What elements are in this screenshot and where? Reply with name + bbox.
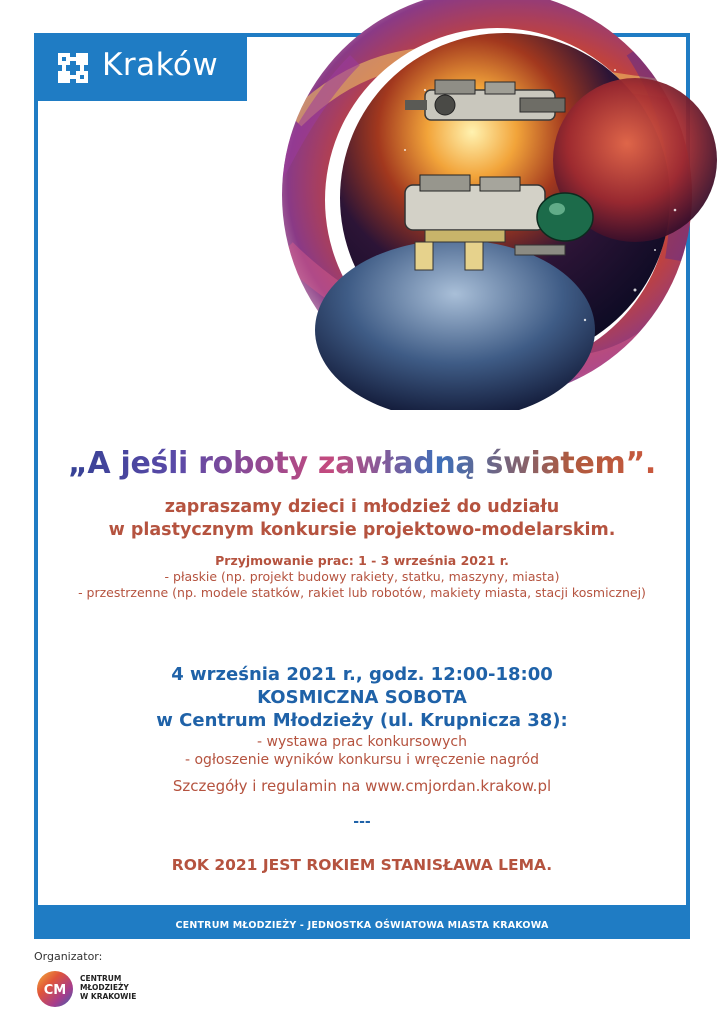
lem-year-notice: ROK 2021 JEST ROKIEM STANISŁAWA LEMA. [171,856,553,874]
krakow-brand-box [34,33,247,101]
centrum-mlodziezy-logo-icon [36,970,74,1008]
footer-bar: CENTRUM MŁODZIEŻY - JEDNOSTKA OŚWIATOWA MIASTA KRAKOWA [175,920,549,931]
event-item-exhibition: - wystawa prac konkursowych [257,734,467,750]
invitation-line-2: w plastycznym konkursie projektowo-modelarskim. [108,520,616,540]
event-date: 4 września 2021 r., godz. 12:00-18:00 [171,664,553,685]
krakow-brand-name: Kraków [102,47,219,83]
space-robots-illustration [255,0,724,410]
separator: --- [353,814,371,830]
krakow-logo-icon [56,51,90,85]
organizer-name-line-3: W KRAKOWIE [80,992,137,1001]
organizer-name-line-2: MŁODZIEŻY [80,983,129,992]
org-logo-letters: CM [43,983,67,998]
event-name: KOSMICZNA SOBOTA [257,687,467,708]
event-item-results: - ogłoszenie wyników konkursu i wręczenie nagród [184,752,539,768]
submission-spatial: - przestrzenne (np. modele statków, rakiet lub robotów, makiety miasta, stacji kosmicznej) [78,585,646,600]
organizer-name-line-1: CENTRUM [80,974,122,983]
details-link-text: Szczegóły i regulamin na www.cmjordan.krakow.pl [172,777,552,795]
organizer-name [80,974,136,1001]
organizer-label: Organizator: [34,950,103,963]
poster-headline: „A jeśli roboty zawładną światem”. [34,446,690,481]
submission-flat: - płaskie (np. projekt budowy rakiety, statku, maszyny, miasta) [164,569,560,584]
submission-title: Przyjmowanie prac: 1 - 3 września 2021 r. [215,553,509,568]
invitation-line-1: zapraszamy dzieci i młodzież do udziału [164,497,560,517]
event-place: w Centrum Młodzieży (ul. Krupnicza 38): [156,710,568,731]
